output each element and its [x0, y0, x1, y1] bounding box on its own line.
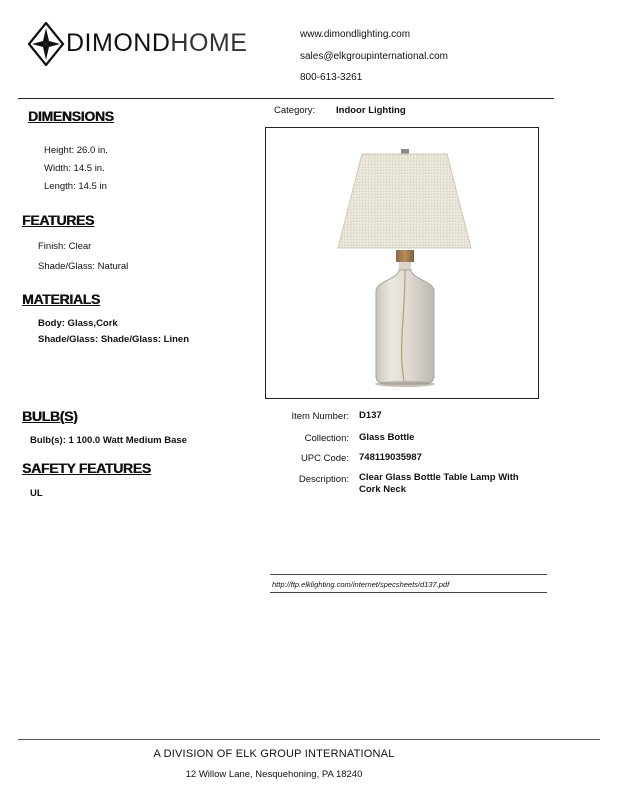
- footer-address: 12 Willow Lane, Nesquehoning, PA 18240: [185, 769, 363, 780]
- collection-label: Collection:: [304, 433, 349, 444]
- features-heading: FEATURES: [22, 212, 95, 228]
- dimensions-heading: DIMENSIONS: [28, 108, 114, 124]
- feature-finish: Finish: Clear: [38, 241, 92, 252]
- collection-value: Glass Bottle: [359, 432, 415, 443]
- product-photo: [266, 128, 538, 398]
- safety-ul: UL: [30, 488, 43, 499]
- lamp-shade-icon: [338, 154, 471, 248]
- upc-value: 748119035987: [359, 452, 422, 463]
- description-value: Clear Glass Bottle Table Lamp With Cork Neck: [359, 472, 519, 495]
- cork-neck-icon: [396, 250, 414, 262]
- feature-shade: Shade/Glass: Natural: [38, 261, 129, 272]
- footer-division: A DIVISION OF ELK GROUP INTERNATIONAL: [153, 748, 395, 760]
- description-label: Description:: [298, 474, 349, 485]
- category-label: Category:: [274, 105, 316, 116]
- email-link[interactable]: sales@elkgroupinternational.com: [300, 51, 449, 62]
- material-shade: Shade/Glass: Shade/Glass: Linen: [38, 334, 189, 345]
- compass-star-icon: [29, 23, 63, 65]
- brand-name-primary: DIMOND: [66, 29, 171, 57]
- website-link[interactable]: www.dimondlighting.com: [300, 29, 411, 40]
- brand-wordmark: [66, 29, 247, 58]
- material-body: Body: Glass,Cork: [38, 318, 118, 329]
- brand-name-secondary: HOME: [170, 29, 248, 57]
- product-photo-frame: [265, 127, 539, 399]
- header-divider: [18, 98, 554, 99]
- category-value: Indoor Lighting: [336, 105, 406, 116]
- dimension-width: Width: 14.5 in.: [44, 163, 105, 174]
- phone-number: 800-613-3261: [300, 72, 363, 83]
- footer-divider: [18, 739, 600, 740]
- item-number-value: D137: [359, 410, 382, 421]
- item-number-label: Item Number:: [291, 411, 349, 422]
- safety-heading: SAFETY FEATURES: [22, 460, 151, 476]
- bulb-spec: Bulb(s): 1 100.0 Watt Medium Base: [30, 435, 187, 446]
- spec-sheet-link[interactable]: http://ftp.elklighting.com/internet/specsheets/d137.pdf: [272, 580, 450, 589]
- bulbs-heading: BULB(S): [22, 408, 78, 424]
- dimension-length: Length: 14.5 in: [44, 181, 107, 192]
- url-divider-top: [270, 574, 547, 575]
- upc-label: UPC Code:: [300, 453, 349, 464]
- url-divider-bottom: [270, 592, 547, 593]
- dimension-height: Height: 26.0 in.: [44, 145, 108, 156]
- materials-heading: MATERIALS: [22, 291, 100, 307]
